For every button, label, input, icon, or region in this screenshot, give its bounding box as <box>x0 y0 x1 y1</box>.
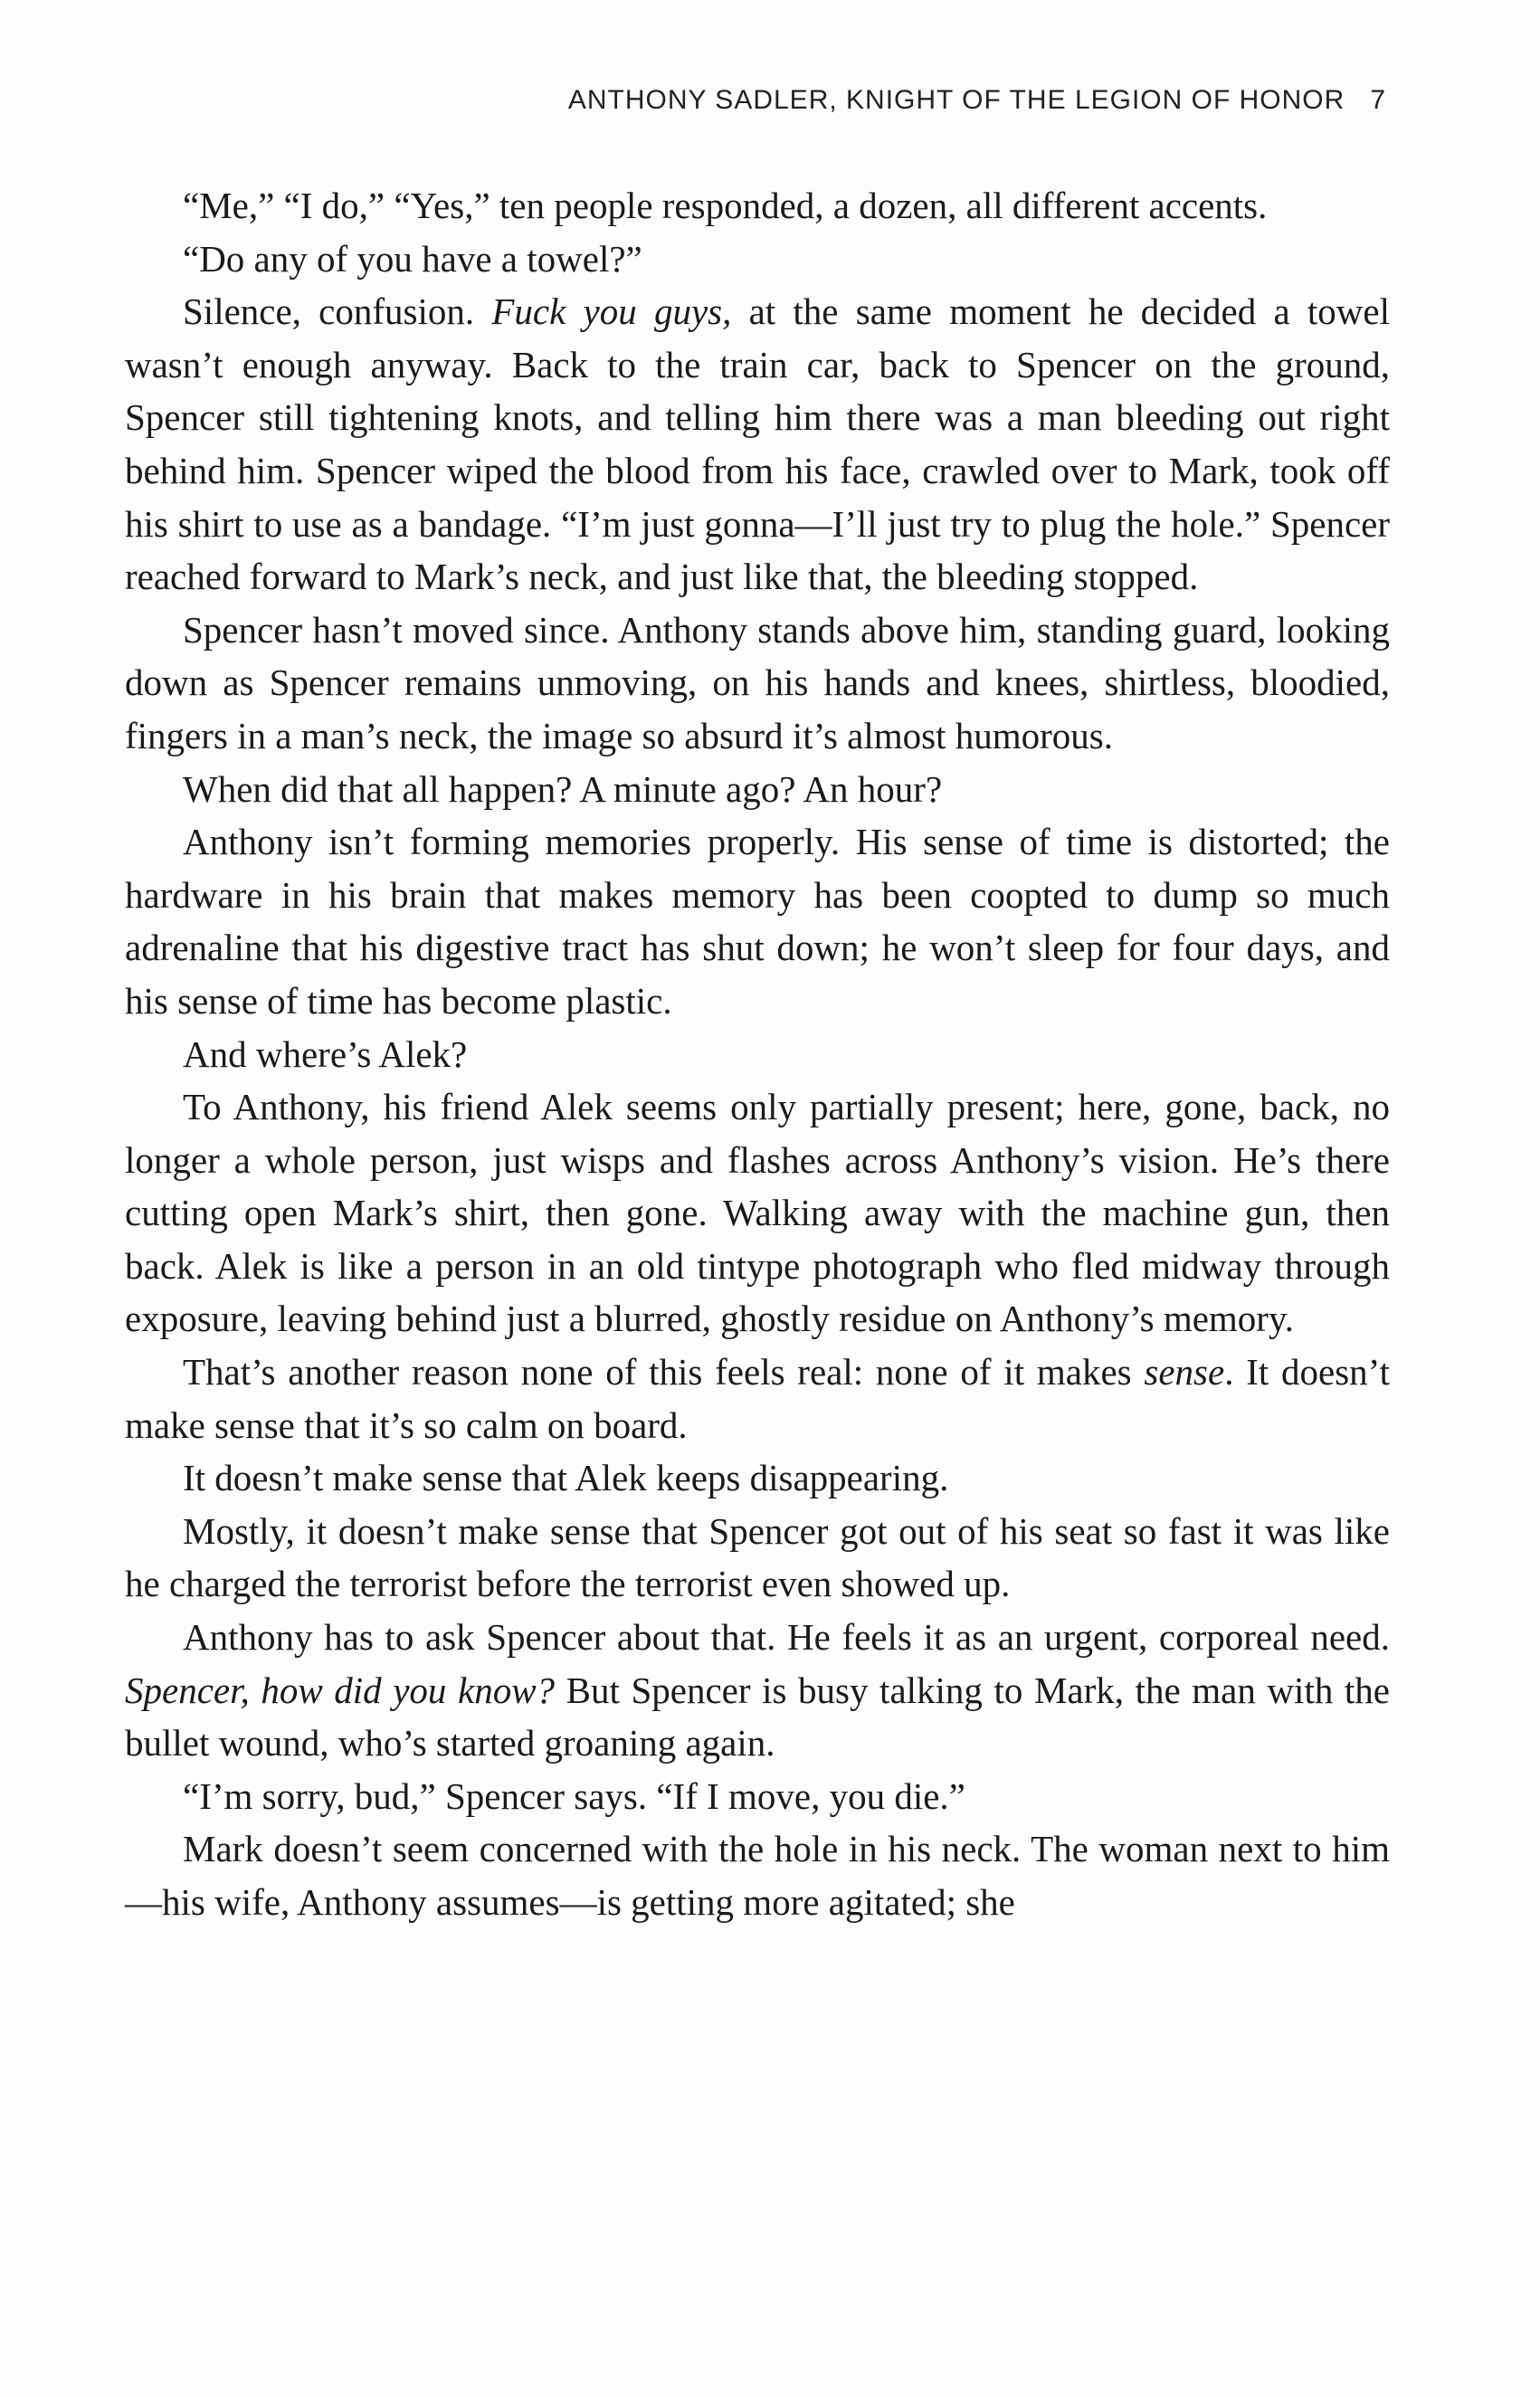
paragraph-2: “Do any of you have a towel?” <box>183 237 642 280</box>
italic-question: Spencer, how did you know? <box>125 1669 556 1711</box>
body-text <box>125 179 1390 1929</box>
italic-phrase: Fuck you guys, <box>491 290 732 333</box>
running-title: ANTHONY SADLER, KNIGHT OF THE LEGION OF HONOR <box>567 85 1345 115</box>
paragraph-11: Mostly, it doesn’t make sense that Spencer got out of his seat so fast it was like he charged the terrorist before the terrorist even showed up. <box>125 1509 1390 1605</box>
paragraph-14: Mark doesn’t seem concerned with the hole in his neck. The woman next to him—his wife, Anthony assumes—is getting more agitated; she <box>125 1828 1390 1923</box>
paragraph-4: Spencer hasn’t moved since. Anthony stands above him, standing guard, looking down as Spencer remains unmoving, on his hands and knees, shirtless, bloodied, fingers in a man’s neck, the image so absurd it’s almost humorous. <box>125 608 1390 756</box>
paragraph-9: That’s another reason none of this feels real: none of it makes sense. It doesn’t make sense that it’s so calm on board. <box>125 1351 1390 1446</box>
page-number: 7 <box>1370 85 1386 115</box>
paragraph-3: Silence, confusion. Fuck you guys, at the same moment he decided a towel wasn’t enough anyway. Back to the train car, back to Spencer on the ground, Spencer still tightening knots, and telling him there was a man bleeding out right behind him. Spencer wiped the blood from his face, crawled over to Mark, took off his shirt to use as a bandage. “I’m just gonna—I’ll just try to plug the hole.” Spencer reached forward to Mark’s neck, and just like that, the bleeding stopped. <box>125 290 1390 598</box>
paragraph-1: “Me,” “I do,” “Yes,” ten people responded, a dozen, all different accents. <box>183 185 1268 226</box>
paragraph-5: When did that all happen? A minute ago? An hour? <box>183 767 943 810</box>
running-head <box>568 85 1386 116</box>
paragraph-7: And where’s Alek? <box>183 1032 468 1075</box>
paragraph-8: To Anthony, his friend Alek seems only partially present; here, gone, back, no longer a whole person, just wisps and flashes across Anthony’s vision. He’s there cutting open Mark’s shirt, then gone. Walking away with the machine gun, then back. Alek is like a person in an old tintype photograph who fled midway through exposure, leaving behind just a blurred, ghostly residue on Anthony’s memory. <box>125 1086 1390 1340</box>
paragraph-10: It doesn’t make sense that Alek keeps disappearing. <box>183 1457 949 1499</box>
italic-word: sense <box>1144 1351 1225 1393</box>
paragraph-13: “I’m sorry, bud,” Spencer says. “If I move, you die.” <box>183 1774 965 1817</box>
paragraph-6: Anthony isn’t forming memories properly. His sense of time is distorted; the hardware in his brain that makes memory has been coopted to dump so much adrenaline that his digestive tract has shut down; he won’t sleep for four days, and his sense of time has become plastic. <box>125 821 1390 1022</box>
paragraph-12: Anthony has to ask Spencer about that. He feels it as an urgent, corporeal need. Spencer, how did you know? But Spencer is busy talking to Mark, the man with the bullet wound, who’s started groaning again. <box>125 1616 1390 1764</box>
